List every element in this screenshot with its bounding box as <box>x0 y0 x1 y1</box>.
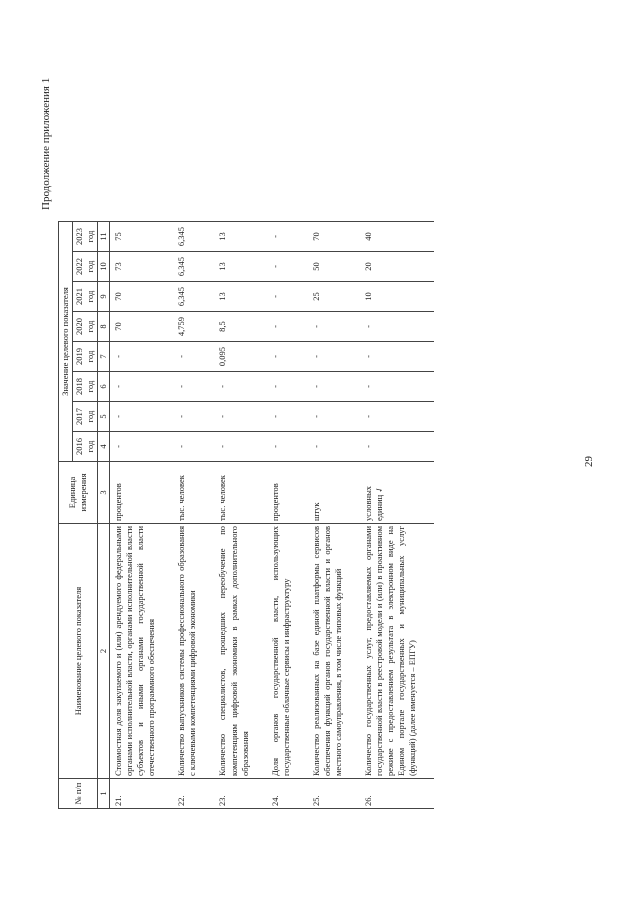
value-cell: - <box>267 282 308 312</box>
value-cell: - <box>173 402 214 432</box>
header-year: 2017 год <box>73 402 98 432</box>
value-cell: - <box>360 372 434 402</box>
value-cell: 13 <box>214 252 266 282</box>
value-cell: 40 <box>360 222 434 252</box>
unit-cell: штук <box>308 462 360 524</box>
value-cell: 75 <box>110 222 174 252</box>
indicator-name: Количество государственных услуг, предоставляемых органами государственной власти в реестровой модели и (или) в проактивном режиме с предоставлением результата в электронном виде на Едином портале государственных и муниципальных услуг (функций) (далее именуется – ЕПГУ) <box>360 524 434 779</box>
unit-cell: процентов <box>267 462 308 524</box>
target-indicators-table <box>58 221 434 809</box>
value-cell: 70 <box>110 312 174 342</box>
value-cell: 73 <box>110 252 174 282</box>
value-cell: 6,345 <box>173 282 214 312</box>
header-year: 2016 год <box>73 432 98 462</box>
column-number: 2 <box>98 524 110 779</box>
header-num: № п/п <box>59 779 98 809</box>
table-row <box>110 222 174 809</box>
indicator-name: Доля органов государственной власти, использующих государственные облачные сервисы и инфраструктуру <box>267 524 308 779</box>
value-cell: - <box>267 342 308 372</box>
value-cell: 13 <box>214 222 266 252</box>
table-row <box>360 222 434 809</box>
value-cell: - <box>360 402 434 432</box>
value-cell: 10 <box>360 282 434 312</box>
indicator-name: Количество выпускников системы профессионального образования с ключевыми компетенциями цифровой экономики <box>173 524 214 779</box>
row-number: 26. <box>360 779 434 809</box>
value-cell: - <box>267 312 308 342</box>
indicator-name: Количество реализованных на базе единой платформы сервисов обеспечения функций органов государственной власти и органов местного самоуправления, в том числе типовых функций <box>308 524 360 779</box>
value-cell: 50 <box>308 252 360 282</box>
column-number: 1 <box>98 779 110 809</box>
row-number: 23. <box>214 779 266 809</box>
value-cell: - <box>173 342 214 372</box>
header-name: Наименование целевого показателя <box>59 524 98 779</box>
column-number: 9 <box>98 282 110 312</box>
indicator-name: Стоимостная доля закупаемого и (или) арендуемого федеральными органами исполнительной власти, органами исполнительной власти субъектов и иными органами государственной власти отечественного программного обеспечения <box>110 524 174 779</box>
header-value-group: Значение целевого показателя <box>59 222 73 462</box>
value-cell: - <box>360 342 434 372</box>
value-cell: - <box>308 432 360 462</box>
value-cell: 13 <box>214 282 266 312</box>
value-cell: - <box>267 432 308 462</box>
value-cell: 4,759 <box>173 312 214 342</box>
value-cell: - <box>173 432 214 462</box>
value-cell: 6,345 <box>173 222 214 252</box>
header-year: 2018 год <box>73 372 98 402</box>
value-cell: 20 <box>360 252 434 282</box>
value-cell: - <box>308 312 360 342</box>
value-cell: - <box>267 402 308 432</box>
header-unit: Единица измерения <box>59 462 98 524</box>
value-cell: - <box>214 402 266 432</box>
checkmark-icon: ✓ <box>372 484 385 495</box>
table-row <box>214 222 266 809</box>
value-cell: - <box>308 402 360 432</box>
table-row <box>173 222 214 809</box>
table-row <box>308 222 360 809</box>
value-cell: - <box>308 342 360 372</box>
value-cell: - <box>173 372 214 402</box>
value-cell: - <box>110 342 174 372</box>
row-number: 24. <box>267 779 308 809</box>
unit-cell: тыс. человек <box>214 462 266 524</box>
header-year: 2023 год <box>73 222 98 252</box>
column-number: 5 <box>98 402 110 432</box>
value-cell: - <box>360 432 434 462</box>
header-year: 2020 год <box>73 312 98 342</box>
indicator-name: Количество специалистов, прошедших переобучение по компетенциям цифровой экономики в рамках дополнительного образования <box>214 524 266 779</box>
column-number: 10 <box>98 252 110 282</box>
row-number: 22. <box>173 779 214 809</box>
column-number: 11 <box>98 222 110 252</box>
value-cell: 6,345 <box>173 252 214 282</box>
row-number: 25. <box>308 779 360 809</box>
unit-text: условных единиц <box>362 485 384 521</box>
value-cell: 0,095 <box>214 342 266 372</box>
unit-cell: тыс. человек <box>173 462 214 524</box>
value-cell: - <box>267 222 308 252</box>
value-cell: - <box>214 432 266 462</box>
column-number: 8 <box>98 312 110 342</box>
column-number: 7 <box>98 342 110 372</box>
unit-cell <box>360 462 434 524</box>
column-number: 6 <box>98 372 110 402</box>
value-cell: 70 <box>308 222 360 252</box>
value-cell: 8,5 <box>214 312 266 342</box>
value-cell: - <box>214 372 266 402</box>
value-cell: - <box>308 372 360 402</box>
value-cell: 25 <box>308 282 360 312</box>
unit-cell: процентов <box>110 462 174 524</box>
value-cell: - <box>267 372 308 402</box>
column-number: 4 <box>98 432 110 462</box>
page-number: 29 <box>583 456 595 467</box>
value-cell: - <box>360 312 434 342</box>
value-cell: - <box>110 372 174 402</box>
header-year: 2021 год <box>73 282 98 312</box>
value-cell: - <box>267 252 308 282</box>
value-cell: 70 <box>110 282 174 312</box>
value-cell: - <box>110 432 174 462</box>
row-number: 21. <box>110 779 174 809</box>
table-row <box>267 222 308 809</box>
column-number: 3 <box>98 462 110 524</box>
value-cell: - <box>110 402 174 432</box>
header-year: 2019 год <box>73 342 98 372</box>
continuation-label: Продолжение приложения 1 <box>40 77 52 210</box>
header-year: 2022 год <box>73 252 98 282</box>
